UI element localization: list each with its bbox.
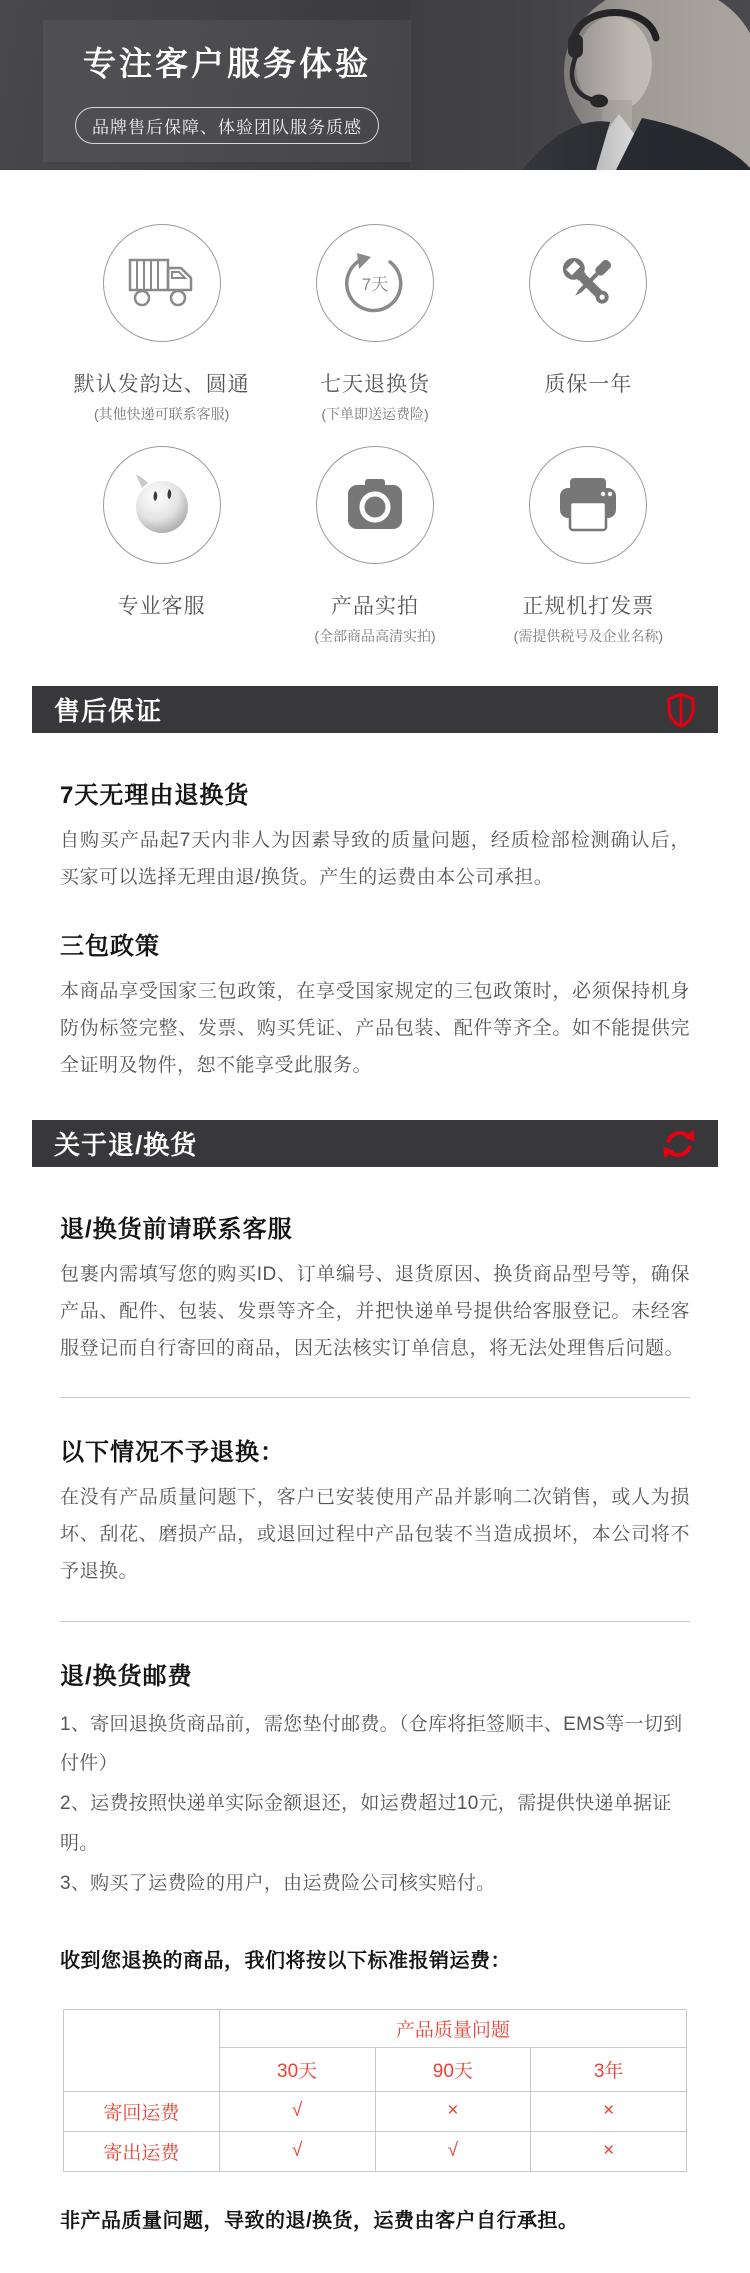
table-corner-cell xyxy=(64,2009,220,2091)
block-heading: 7天无理由退换货 xyxy=(60,782,250,809)
tools-icon xyxy=(529,224,647,342)
block-body: 在没有产品质量问题下，客户已安装使用产品并影响二次销售，或人为损坏、刮花、磨损产品，或退回过程中产品包装不当造成损坏，本公司将不予退换。 xyxy=(60,1487,690,1583)
table-cell: × xyxy=(375,2091,531,2131)
hero-banner xyxy=(0,0,750,170)
section-bar-title: 关于退/换货 xyxy=(54,1130,198,1161)
service-sublabel xyxy=(55,626,268,644)
after-sale-content xyxy=(0,775,750,1084)
shield-icon xyxy=(666,692,696,728)
service-label: 七天退换货 xyxy=(319,373,430,396)
table-cell: × xyxy=(531,2131,687,2171)
hero-title: 专注客户服务体验 xyxy=(83,45,371,82)
service-item-warranty xyxy=(482,224,695,424)
service-item-invoice xyxy=(482,446,695,646)
table-group-header: 产品质量问题 xyxy=(219,2009,686,2047)
table-col-header: 3年 xyxy=(531,2047,687,2091)
service-highlights xyxy=(0,170,750,670)
customer-service-icon xyxy=(103,446,221,564)
divider xyxy=(60,1621,690,1622)
footnote: 非产品质量问题，导致的退/换货，运费由客户自行承担。 xyxy=(60,2209,579,2232)
printer-icon xyxy=(529,446,647,564)
postage-list xyxy=(60,1705,690,1904)
table-cell: √ xyxy=(219,2131,375,2171)
table-row xyxy=(64,2091,687,2131)
return-7days-icon xyxy=(316,224,434,342)
divider xyxy=(60,1397,690,1398)
service-sublabel: (全部商品高清实拍) xyxy=(314,628,436,644)
block-body: 本商品享受国家三包政策，在享受国家规定的三包政策时，必须保持机身防伪标签完整、发票、购买凭证、产品包装、配件等齐全。如不能提供完全证明及物件，恕不能享受此服务。 xyxy=(60,981,690,1077)
service-label: 正规机打发票 xyxy=(522,595,655,618)
service-sublabel: (下单即送运费险) xyxy=(321,406,429,422)
truck-icon xyxy=(103,224,221,342)
service-sublabel xyxy=(482,404,695,422)
service-item-7day-return xyxy=(268,224,481,424)
table-cell: √ xyxy=(219,2091,375,2131)
postage-item: 1、寄回退换货商品前，需您垫付邮费。（仓库将拒签顺丰、EMS等一切到付件） xyxy=(60,1713,683,1775)
postage-item: 3、购买了运费险的用户，由运费险公司核实赔付。 xyxy=(60,1873,496,1895)
block-heading: 三包政策 xyxy=(60,933,160,961)
service-item-real-photos xyxy=(268,446,481,646)
section-bar-title: 售后保证 xyxy=(54,696,163,726)
table-col-header: 30天 xyxy=(219,2047,375,2091)
table-row-label: 寄回运费 xyxy=(64,2091,220,2131)
block-body: 自购买产品起7天内非人为因素导致的质量问题，经质检部检测确认后，买家可以选择无理由退/换货。产生的运费由本公司承担。 xyxy=(60,830,690,889)
table-cell: × xyxy=(531,2091,687,2131)
service-item-shipping xyxy=(55,224,268,424)
svg-text:7天: 7天 xyxy=(361,275,389,294)
table-cell: √ xyxy=(375,2131,531,2171)
postage-heading: 退/换货邮费 xyxy=(60,1662,193,1690)
refresh-icon xyxy=(662,1128,696,1160)
service-sublabel: (需提供税号及企业名称) xyxy=(513,628,663,644)
service-label: 质保一年 xyxy=(544,373,633,396)
block-heading: 退/换货前请联系客服 xyxy=(60,1216,293,1244)
table-row xyxy=(64,2131,687,2171)
table-row-label: 寄出运费 xyxy=(64,2131,220,2171)
block-heading: 以下情况不予退换： xyxy=(60,1439,285,1467)
fee-table-intro: 收到您退换的商品，我们将按以下标准报销运费： xyxy=(60,1949,511,1972)
service-label: 产品实拍 xyxy=(330,595,419,618)
fee-reimbursement-table xyxy=(63,2009,687,2172)
postage-item: 2、运费按照快递单实际金额退还，如运费超过10元，需提供快递单据证明。 xyxy=(60,1793,672,1855)
service-label: 默认发韵达、圆通 xyxy=(73,373,250,396)
hero-photo-overlay xyxy=(410,0,750,170)
service-sublabel: (其他快递可联系客服) xyxy=(94,406,230,422)
service-label: 专业客服 xyxy=(117,595,206,618)
section-bar-returns xyxy=(32,1120,718,1167)
hero-text-panel xyxy=(43,20,411,162)
service-item-support xyxy=(55,446,268,646)
returns-content xyxy=(0,1209,750,2273)
section-bar-after-sale xyxy=(32,686,718,733)
camera-icon xyxy=(316,446,434,564)
table-col-header: 90天 xyxy=(375,2047,531,2091)
block-body: 包裹内需填写您的购买ID、订单编号、退货原因、换货商品型号等，确保产品、配件、包装、发票等齐全，并把快递单号提供给客服登记。未经客服登记而自行寄回的商品，因无法核实订单信息，将无法处理售后问题。 xyxy=(60,1264,690,1360)
hero-badge: 品牌售后保障、体验团队服务质感 xyxy=(75,107,379,144)
